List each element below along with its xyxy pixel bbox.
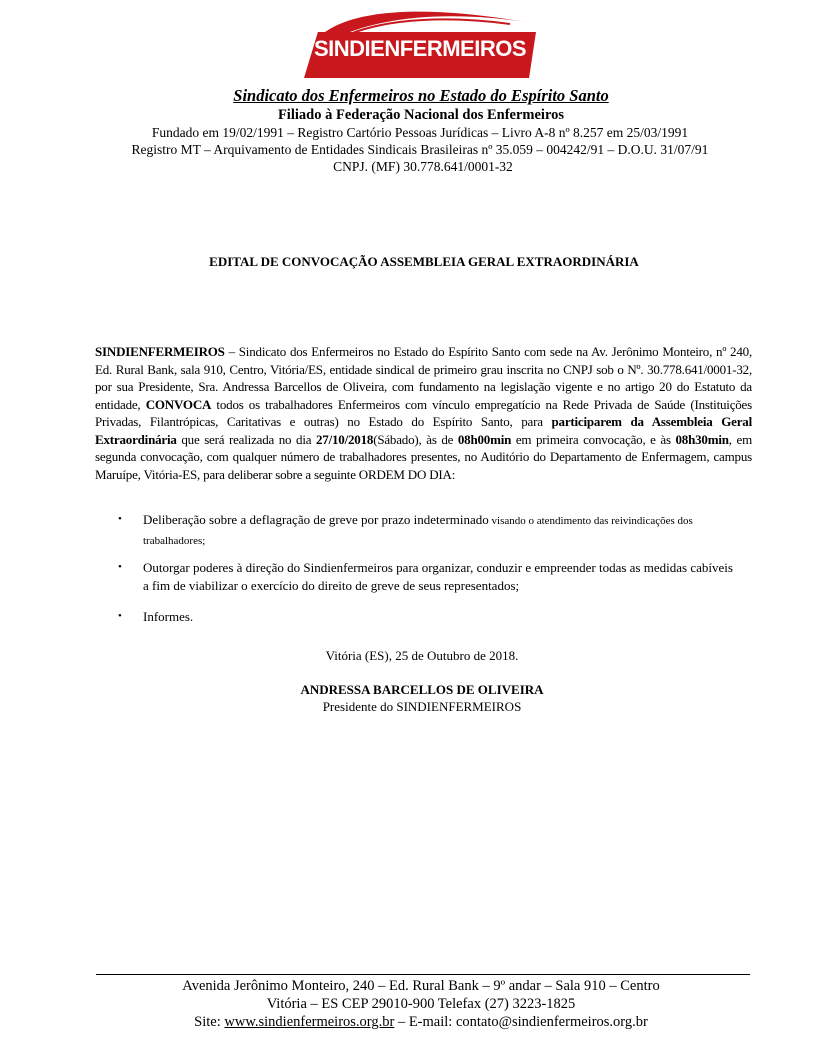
- union-name: SINDIENFERMEIROS: [95, 344, 225, 359]
- assembly-date: 27/10/2018: [315, 431, 374, 447]
- org-name: Sindicato dos Enfermeiros no Estado do Espírito Santo: [233, 86, 609, 105]
- email-text: – E-mail: contato@sindienfermeiros.org.br: [394, 1014, 648, 1030]
- footer-contact: [0, 1014, 816, 1031]
- paragraph-text: que será realizada no dia: [176, 431, 316, 447]
- registration-line-1: Fundado em 19/02/1991 – Registro Cartório Pessoas Jurídicas – Livro A-8 nº 8.257 em 25/03/1991: [151, 125, 689, 140]
- bullet-icon: •: [118, 561, 122, 573]
- paragraph-text: em primeira convocação, e às: [511, 431, 676, 447]
- agenda-item-main: Deliberação sobre a deflagração de greve por prazo indeterminado: [143, 512, 489, 527]
- paragraph-text: todos os trabalhadores Enfermeiros com vínculo empregatício na Rede Privada de Saúde (Instituições Privadas, Filantrópicas, Caritativas e outras) no Estado do Espírito Santo, para: [95, 396, 752, 429]
- site-link[interactable]: www.sindienfermeiros.org.br: [224, 1014, 395, 1030]
- sindienfermeiros-logo: [304, 8, 536, 78]
- signer-role: Presidente do SINDIENFERMEIROS: [322, 699, 522, 714]
- paragraph-text: (Sábado), às de: [373, 431, 458, 447]
- cnpj-line: CNPJ. (MF) 30.778.641/0001-32: [333, 159, 513, 174]
- registration-line-2: Registro MT – Arquivamento de Entidades Sindicais Brasileiras nº 35.059 – 004242/91 – D.O.U. 31/07/91: [131, 142, 709, 157]
- convoca-keyword: CONVOCA: [145, 396, 212, 412]
- document-title: EDITAL DE CONVOCAÇÃO ASSEMBLEIA GERAL EXTRAORDINÁRIA: [209, 254, 639, 269]
- second-call-time: 08h30min: [675, 431, 729, 447]
- logo-text: SINDIENFERMEIROS: [313, 36, 527, 61]
- agenda-item-small: visando o atendimento das reivindicações dos trabalhadores;: [143, 515, 693, 547]
- paragraph-text: – Sindicato dos Enfermeiros no Estado do Espírito Santo com sede na Av. Jerônimo Monteiro, nº 240, Ed. Rural Bank, sala 910, Centro, Vitória/ES, entidade sindical de primeiro grau inscrita no CNPJ sob o Nº. 30.778.641/0001-32, por sua Presidente, Sra. Andressa Barcellos de Oliveira, com fundamento na legislação vigente e no artigo 20 do Estatuto da entidade,: [95, 344, 752, 412]
- agenda-item-text: Outorgar poderes à direção do Sindienfermeiros para organizar, conduzir e empreender todas as medidas cabíveis a fim de viabilizar o exercício do direito de greve de seus representados;: [143, 560, 733, 593]
- date-place: Vitória (ES), 25 de Outubro de 2018.: [325, 648, 519, 663]
- footer-address-2: Vitória – ES CEP 29010-900 Telefax (27) 3223-1825: [266, 996, 576, 1012]
- bullet-icon: •: [118, 513, 122, 525]
- assembly-phrase: participarem da Assembleia Geral Extraordinária: [95, 414, 752, 447]
- first-call-time: 08h00min: [457, 431, 512, 447]
- agenda-item-text: Informes.: [143, 609, 194, 624]
- federation-affiliation: Filiado à Federação Nacional dos Enfermeiros: [277, 107, 565, 123]
- footer-address-1: Avenida Jerônimo Monteiro, 240 – Ed. Rural Bank – 9º andar – Sala 910 – Centro: [182, 978, 660, 994]
- agenda-item-text: [143, 511, 733, 550]
- convocation-paragraph: [95, 343, 752, 483]
- paragraph-text: , em segunda convocação, com qualquer número de trabalhadores presentes, no Auditório do Departamento de Enfermagem, campus Maruípe, Vitória-ES, para deliberar sobre a seguinte ORDEM DO DIA:: [95, 431, 752, 482]
- footer-divider: [96, 974, 750, 975]
- site-label: Site:: [194, 1014, 225, 1030]
- signer-name: ANDRESSA BARCELLOS DE OLIVEIRA: [300, 682, 544, 697]
- bullet-icon: •: [118, 610, 122, 622]
